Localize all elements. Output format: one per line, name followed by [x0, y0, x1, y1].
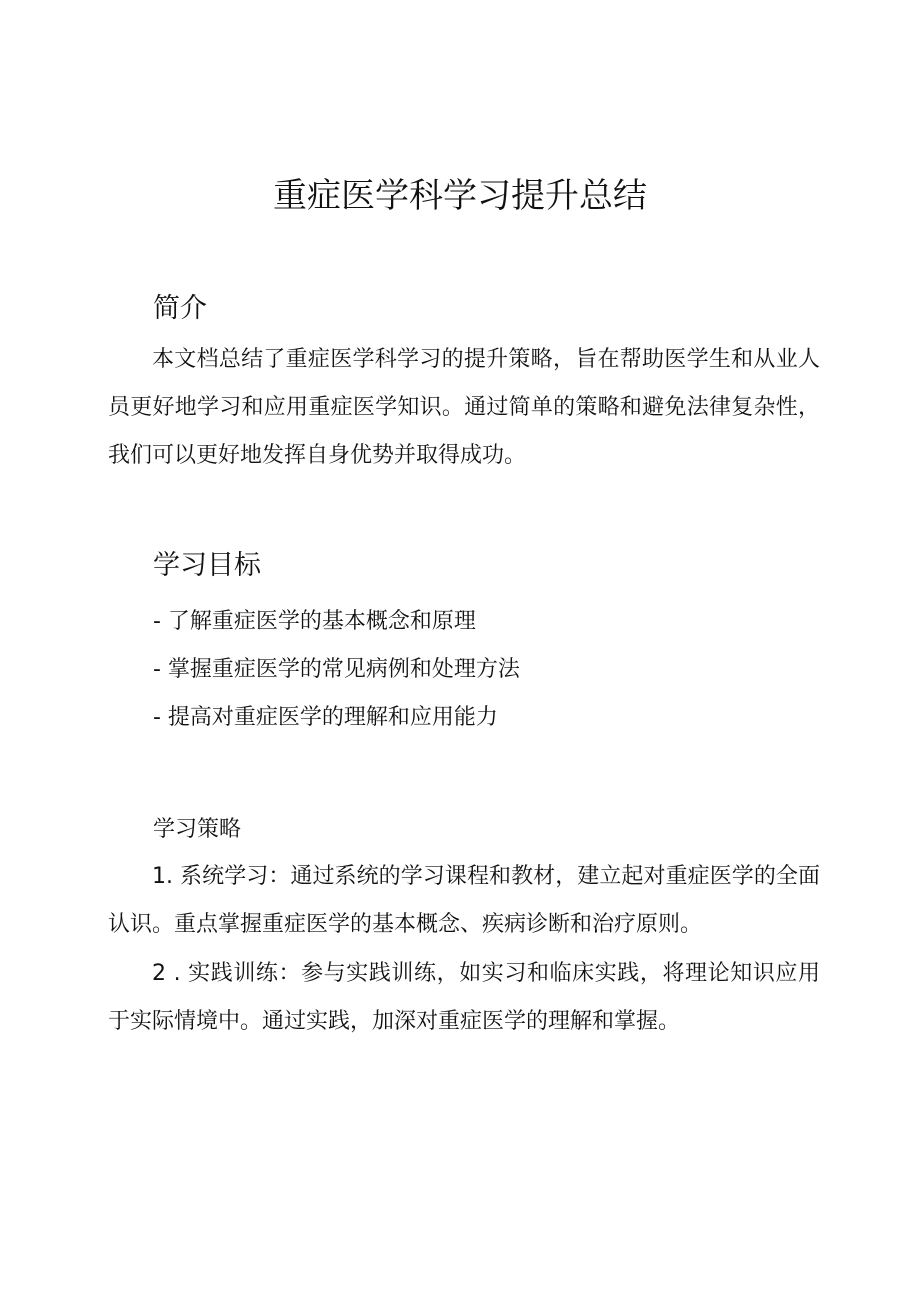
- goal-item: - 了解重症医学的基本概念和原理: [153, 609, 476, 634]
- intro-paragraph: 本文档总结了重症医学科学习的提升策略，旨在帮助医学生和从业人员更好地学习和应用重症医学知识。通过简单的策略和避免法律复杂性，我们可以更好地发挥自身优势并取得成功。: [108, 347, 820, 468]
- strategy-item: 2 . 实践训练：参与实践训练，如实习和临床实践，将理论知识应用于实际情境中。通过实践，加深对重症医学的理解和掌握。: [108, 961, 820, 1034]
- document-title: 重症医学科学习提升总结: [273, 176, 647, 216]
- strategies-heading: 学习策略: [153, 817, 242, 842]
- goal-item: - 提高对重症医学的理解和应用能力: [153, 705, 498, 730]
- strategy-item: 1. 系统学习：通过系统的学习课程和教材，建立起对重症医学的全面认识。重点掌握重症医学的基本概念、疾病诊断和治疗原则。: [108, 864, 820, 937]
- goals-list: [153, 598, 520, 742]
- goals-heading: 学习目标: [153, 550, 261, 581]
- intro-heading: 简介: [153, 293, 207, 324]
- goal-item: - 掌握重症医学的常见病例和处理方法: [153, 657, 520, 682]
